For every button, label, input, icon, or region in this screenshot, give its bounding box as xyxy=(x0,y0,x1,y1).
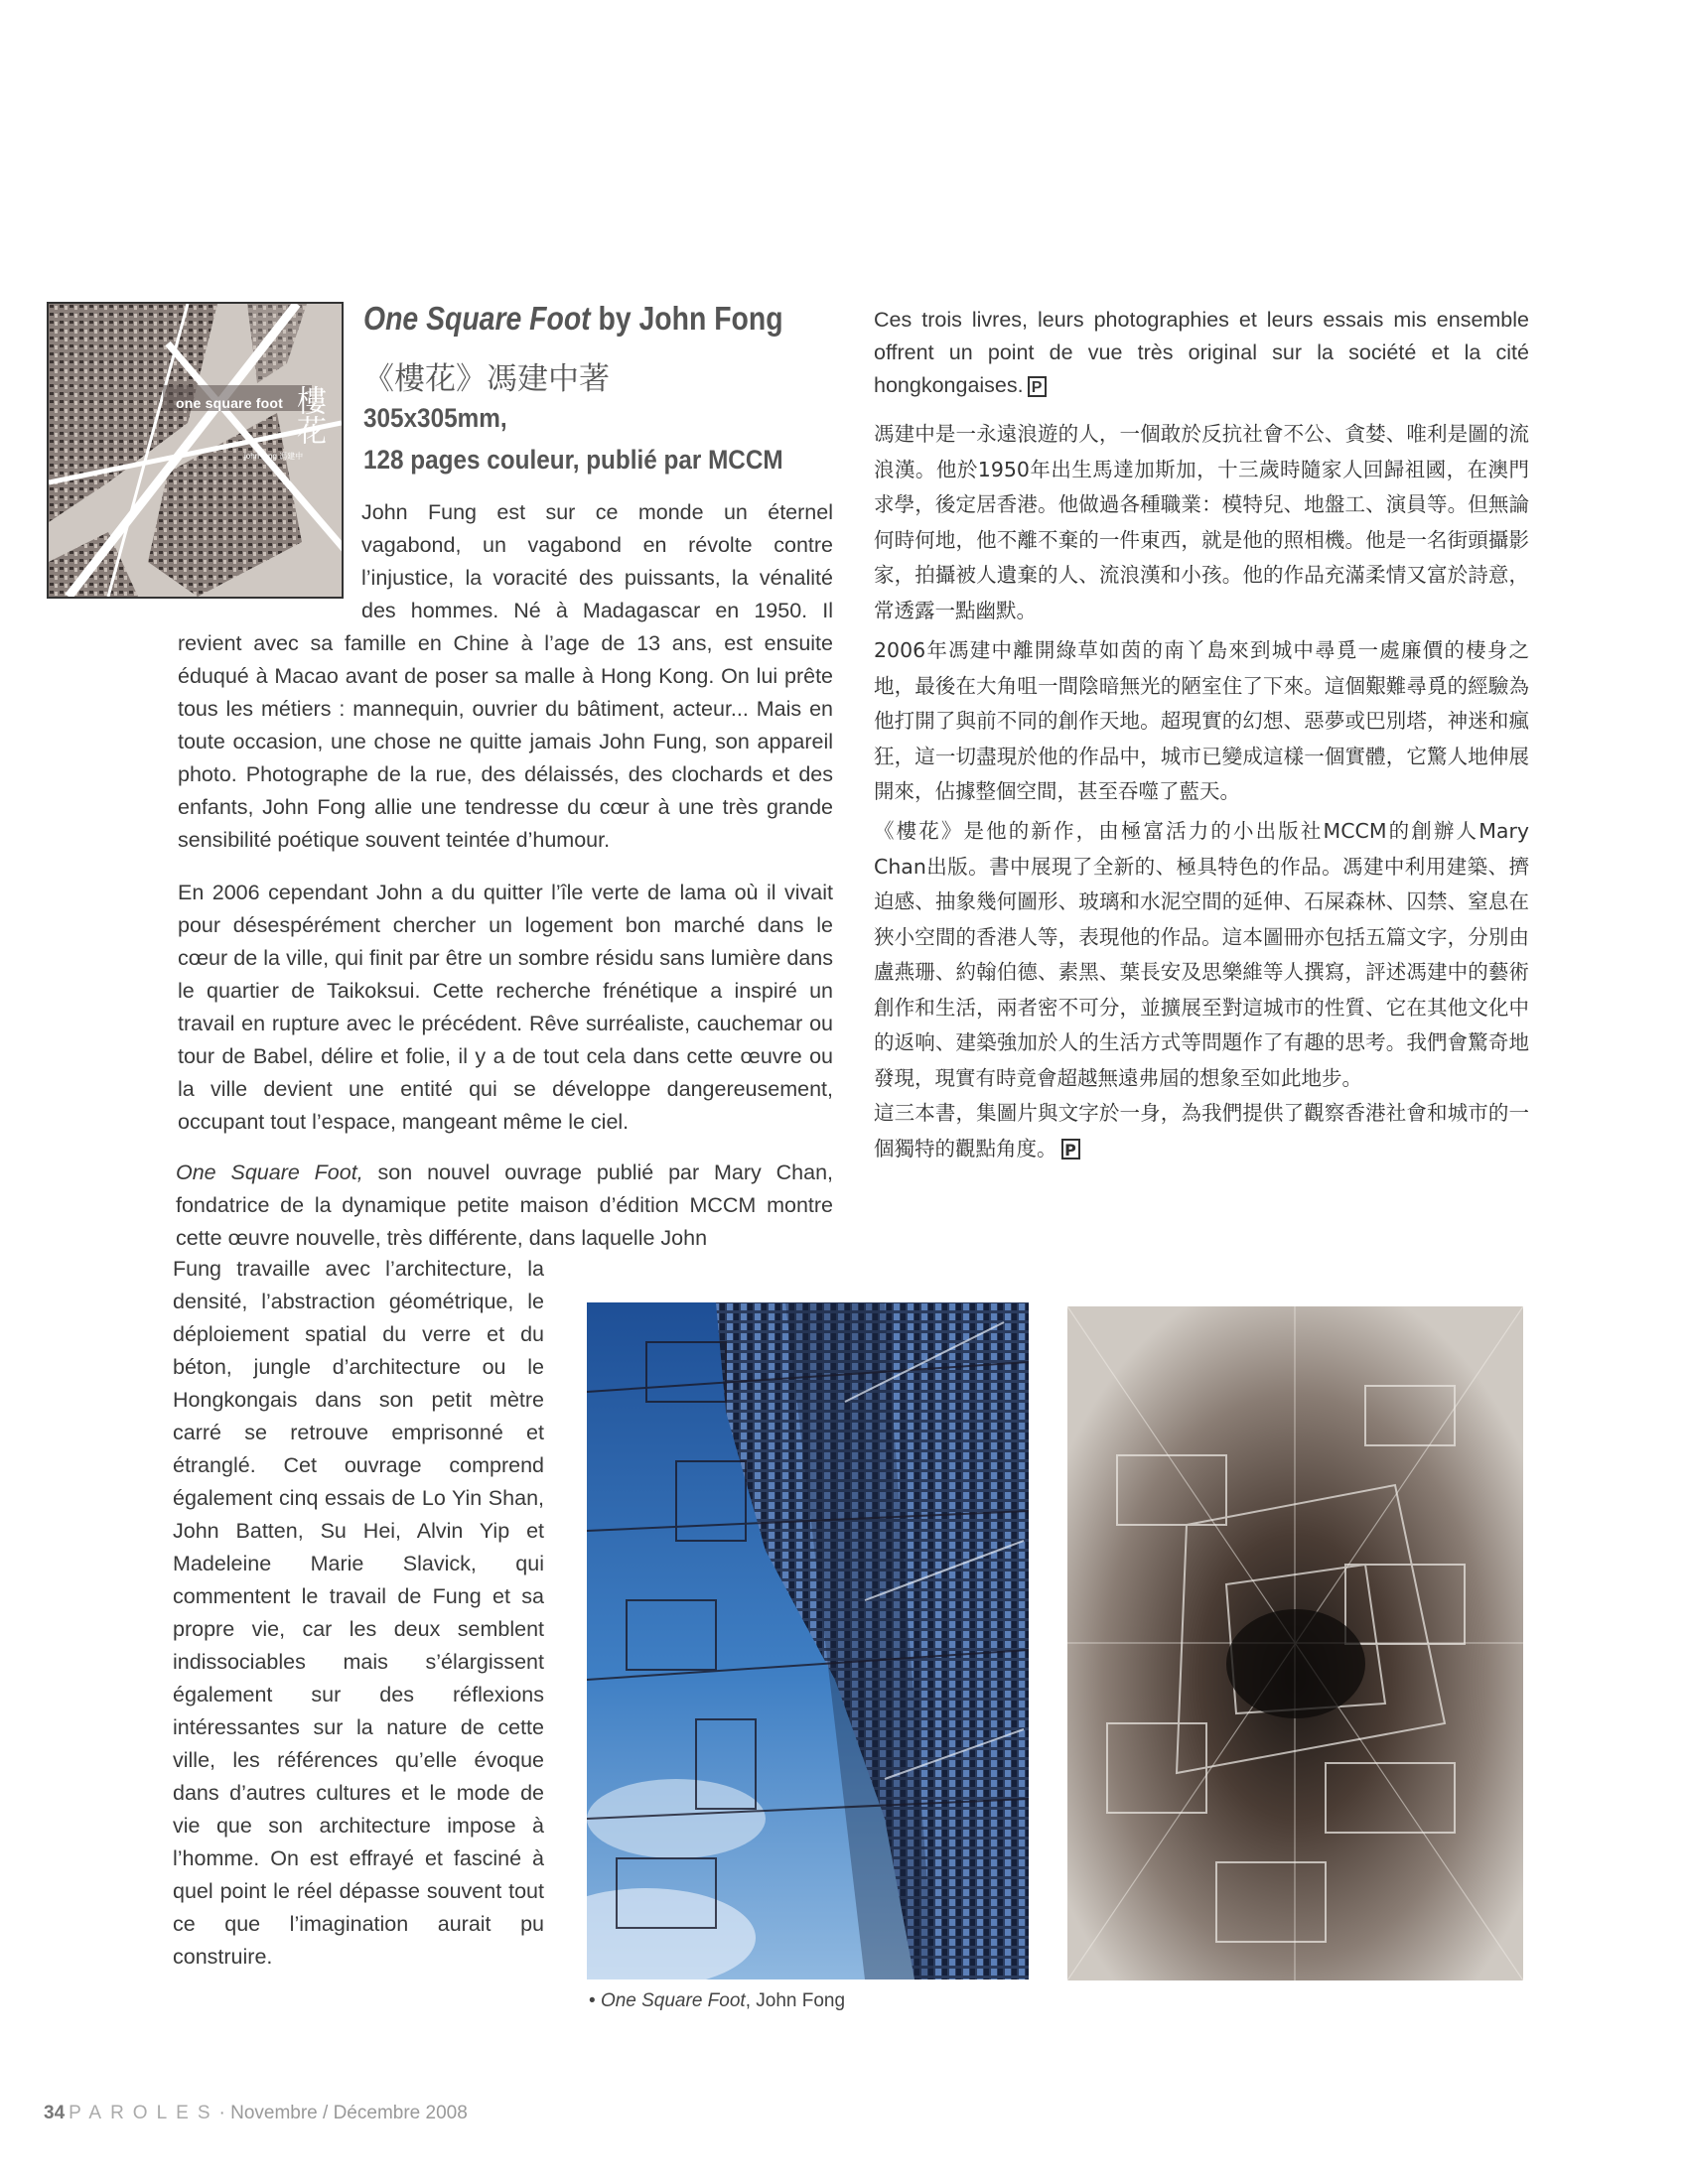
caption-author: , John Fong xyxy=(745,1990,846,2011)
cover-chinese-title: 樓花 xyxy=(291,385,326,445)
magazine-name: PAROLES xyxy=(69,2103,219,2123)
cover-title: one square foot xyxy=(176,395,284,411)
end-mark-icon: P xyxy=(1028,376,1047,397)
photo-skyscraper-collage xyxy=(587,1302,1029,1979)
french-paragraph-3-continued: Fung travaille avec l’architecture, la densité, l’abstraction géométrique, le déploiement spatial du verre et du béton, jungle d’architecture ou le Hongkongais dans son petit mètre carré se retrouve emprisonné et étranglé. Cet ouvrage comprend également cinq essais de Lo Yin Shan, John Batten, Su Hei, Alvin Yip et Madeleine Marie Slavick, qui commentent le travail de Fung et sa propre vie, car les deux semblent indissociables mais s’élargissent également sur des réflexions intéressantes sur la nature de cette ville, les références qu’elle évoque dans d’autres cultures et le mode de vie que son architecture impose à l’homme. On est effrayé et fasciné à quel point le réel dépasse souvent tout ce que l’imagination aurait pu construire. xyxy=(173,1257,544,1969)
issue-date: · Novembre / Décembre 2008 xyxy=(218,2103,468,2123)
cover-wrap-spacer xyxy=(178,496,361,627)
end-mark-icon: P xyxy=(1061,1139,1080,1160)
book-size: 305x305mm, xyxy=(363,403,507,433)
french-paragraph-1 xyxy=(178,496,833,857)
book-chinese-title: 《樓花》馮建中著 xyxy=(363,361,610,397)
french-paragraph-2: En 2006 cependant John a du quitter l’île verte de lama où il vivait pour désespérément chercher un logement bon marché dans le cœur de la ville, qui finit par être un sombre résidu sans lumière dans le quartier de Taikoksui. Cette recherche frénétique a inspiré un travail en rupture avec le précédent. Rêve surréaliste, cauchemar ou tour de Babel, délire et folie, il y a de tout cela dans cette œuvre ou la ville devient une entité qui se développe dangereusement, occupant tout l’espace, mangeant même le ciel. xyxy=(178,881,833,1134)
french-paragraph-3-title: One Square Foot, xyxy=(176,1160,363,1184)
chinese-paragraph-2: 2006年馮建中離開綠草如茵的南丫島來到城中尋覓一處廉價的棲身之地，最後在大角咀一間陰暗無光的陋室住了下來。這個艱難尋覓的經驗為他打開了與前不同的創作天地。超現實的幻想、惡夢或巴別塔，神迷和瘋狂，這一切盡現於他的作品中，城市已變成這樣一個實體，它驚人地伸展開來，佔據整個空間，甚至吞噬了藍天。 xyxy=(874,638,1529,803)
photo-aerial-city-collage xyxy=(1067,1306,1523,1980)
french-conclusion xyxy=(874,304,1529,402)
page-footer xyxy=(44,2103,468,2124)
chinese-paragraph-4-text: 這三本書，集圖片與文字於一身，為我們提供了觀察香港社會和城市的一個獨特的觀點角度。 xyxy=(874,1101,1529,1160)
chinese-paragraph-4 xyxy=(874,1096,1529,1166)
french-paragraph-1-text: John Fung est sur ce monde un éternel vagabond, un vagabond en révolte contre l’injustice, la voracité des puissants, la vénalité des hommes. Né à Madagascar en 1950. Il revient avec sa famille en Chine à l’age de 13 ans, est ensuite éduqué à Macao avant de poser sa malle à Hong Kong. On lui prête tous les métiers : mannequin, ouvrier du bâtiment, acteur... Mais en toute occasion, une chose ne quitte jamais John Fung, son appareil photo. Photographe de la rue, des délaissés, des clochards et des enfants, John Fong allie une tendresse du cœur à une très grande sensibilité poétique souvent teintée d’humour. xyxy=(178,500,833,852)
cover-author: john fong 馮建中 xyxy=(244,452,304,461)
book-title-italic: One Square Foot xyxy=(363,300,591,337)
french-paragraph-3-text: son nouvel ouvrage publié par Mary Chan, fondatrice de la dynamique petite maison d’édition MCCM montre cette œuvre nouvelle, très différente, dans laquelle John xyxy=(176,1160,833,1250)
french-paragraph-3 xyxy=(176,1157,833,1255)
caption-title: One Square Foot xyxy=(600,1990,746,2011)
book-title-author: by John Fong xyxy=(590,300,783,337)
photo-caption xyxy=(589,1990,845,2012)
page-number: 34 xyxy=(44,2103,66,2123)
book-details: 128 pages couleur, publié par MCCM xyxy=(363,445,783,475)
french-conclusion-text: Ces trois livres, leurs photographies et leurs essais mis ensemble offrent un point de vue très original sur la société et la cité hongkongaises. xyxy=(874,308,1529,397)
chinese-paragraph-3: 《樓花》是他的新作，由極富活力的小出版社MCCM的創辦人Mary Chan出版。書中展現了全新的、極具特色的作品。馮建中利用建築、擠迫感、抽象幾何圖形、玻璃和水泥空間的延伸、石屎森林、囚禁、窒息在狹小空間的香港人等，表現他的作品。這本圖冊亦包括五篇文字，分別由盧燕珊、約翰伯德、素黑、葉長安及思樂維等人撰寫，評述馮建中的藝術創作和生活，兩者密不可分，並擴展至對這城市的性質、它在其他文化中的返响、建築強加於人的生活方式等問題作了有趣的思考。我們會驚奇地發現，現實有時竟會超越無遠弗屆的想象至如此地步。 xyxy=(874,819,1529,1090)
chinese-paragraph-1: 馮建中是一永遠浪遊的人，一個敢於反抗社會不公、貪婪、唯利是圖的流浪漢。他於1950年出生馬達加斯加，十三歲時隨家人回歸祖國，在澳門求學，後定居香港。他做過各種職業：模特兒、地盤工、演員等。但無論何時何地，他不離不棄的一件東西，就是他的照相機。他是一名街頭攝影家，拍攝被人遺棄的人、流浪漢和小孩。他的作品充滿柔情又富於詩意，常透露一點幽默。 xyxy=(874,422,1529,622)
caption-bullet: • xyxy=(589,1990,596,2011)
book-title xyxy=(363,300,783,338)
